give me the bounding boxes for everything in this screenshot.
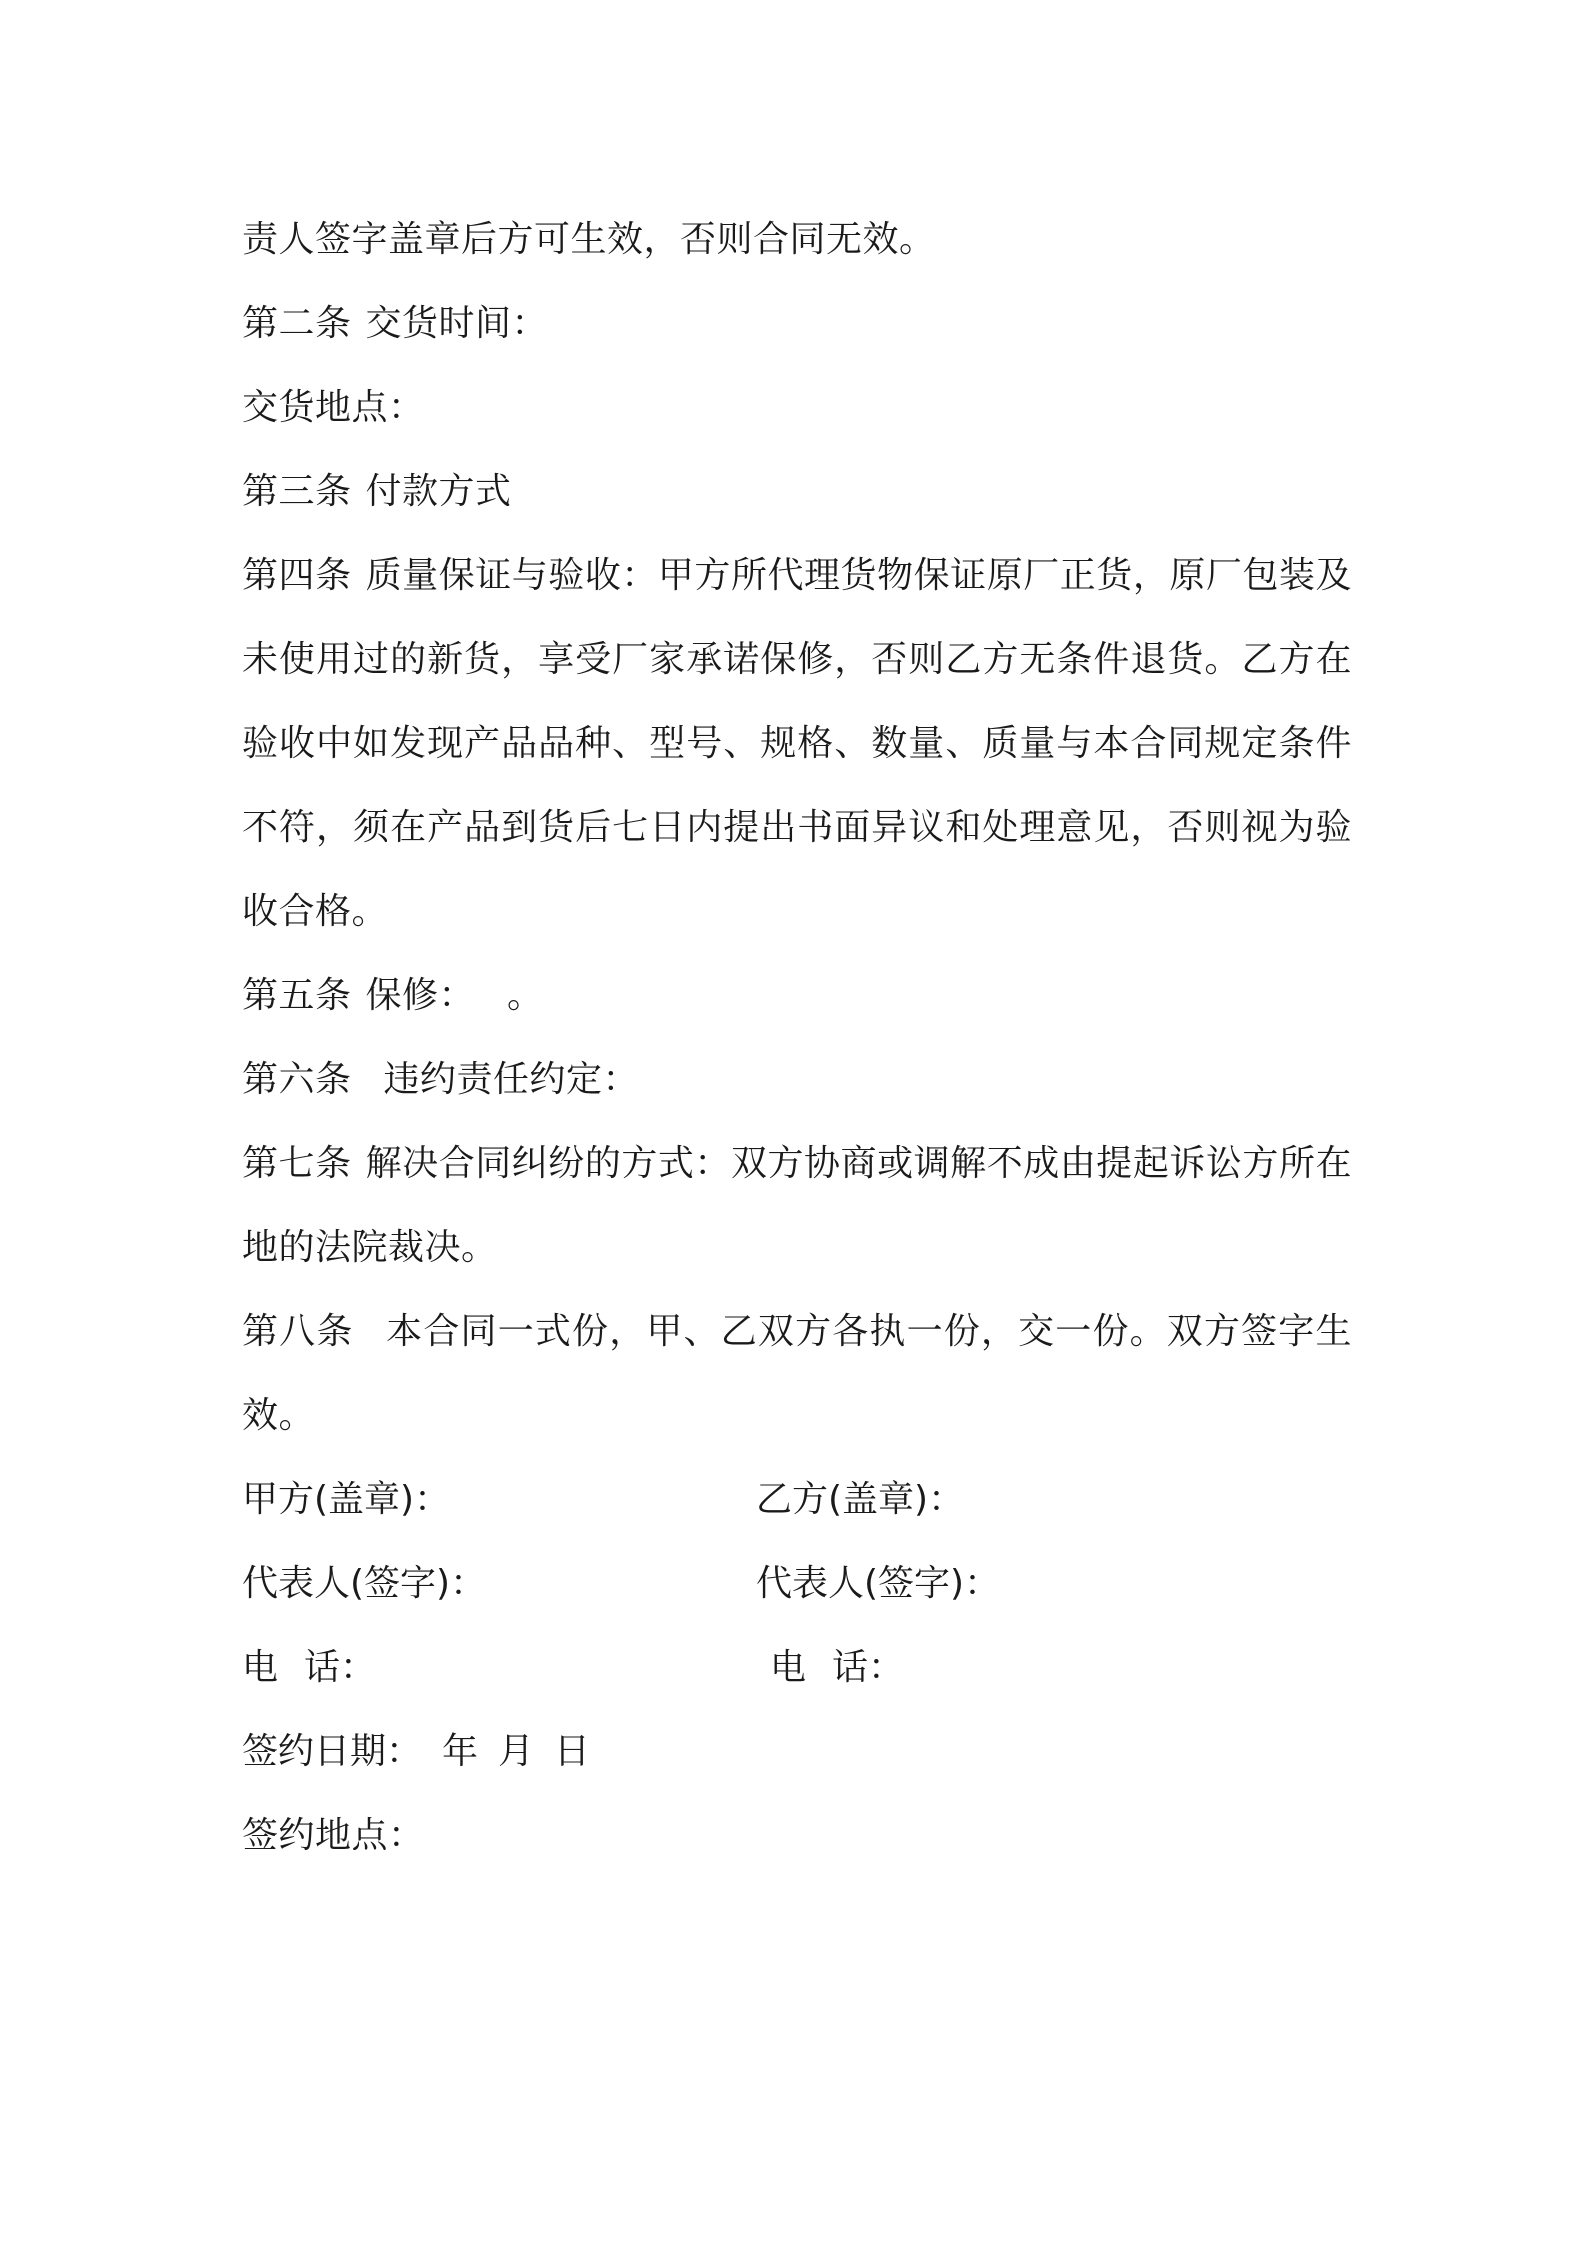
party-b-representative: 代表人(签字)： [756, 1563, 1001, 1604]
article-3-text: 付款方式 [365, 471, 512, 512]
sign-date [242, 1710, 590, 1794]
article-6-text: 违约责任约定： [383, 1059, 640, 1100]
article-5-tail: 。 [507, 975, 544, 1016]
party-a-phone [242, 1626, 376, 1710]
contract-body [242, 198, 1352, 1878]
sign-date-row [242, 1710, 1352, 1794]
article-3-heading: 第三条 [242, 471, 352, 512]
party-b-phone [770, 1626, 904, 1710]
article-8-heading: 第八条 [242, 1311, 354, 1352]
article-5-heading: 第五条 [242, 975, 352, 1016]
sign-date-label: 签约日期： [242, 1731, 423, 1772]
party-a-seal: 甲方(盖章)： [242, 1479, 451, 1520]
article-8 [242, 1290, 1352, 1458]
article-7-heading: 第七条 [242, 1143, 352, 1184]
party-a-representative: 代表人(签字)： [242, 1563, 487, 1604]
article-7 [242, 1122, 1352, 1290]
article-2-text: 交货时间： [365, 303, 549, 344]
party-a-phone-char-2: 话： [304, 1647, 377, 1688]
article-6 [242, 1038, 1352, 1122]
article-7-text: 解决合同纠纷的方式：双方协商或调解不成由提起诉讼方所在地的法院裁决。 [242, 1143, 1352, 1268]
article-3 [242, 450, 1352, 534]
sign-date-month: 月 [498, 1731, 535, 1772]
delivery-place: 交货地点： [242, 387, 425, 428]
party-b-seal: 乙方(盖章)： [756, 1479, 965, 1520]
article-4-heading: 第四条 [242, 555, 352, 596]
article-4 [242, 534, 1352, 954]
sign-place: 签约地点： [242, 1815, 425, 1856]
party-b-phone-char-1: 电 [770, 1647, 807, 1688]
article-5-text: 保修： [365, 975, 476, 1016]
seal-row [242, 1458, 1352, 1542]
representative-row [242, 1542, 1352, 1626]
sign-date-year: 年 [442, 1731, 479, 1772]
party-a-phone-char-1: 电 [242, 1647, 279, 1688]
article-5 [242, 954, 1352, 1038]
sign-date-day: 日 [554, 1731, 591, 1772]
article-4-text: 质量保证与验收：甲方所代理货物保证原厂正货，原厂包装及未使用过的新货，享受厂家承诺保修，否则乙方无条件退货。乙方在验收中如发现产品品种、型号、规格、数量、质量与本合同规定条件不符，须在产品到货后七日内提出书面异议和处理意见，否则视为验收合格。 [242, 555, 1352, 932]
phone-row [242, 1626, 1352, 1710]
article-6-heading: 第六条 [242, 1059, 352, 1100]
article-2-heading: 第二条 [242, 303, 352, 344]
party-b-phone-char-2: 话： [832, 1647, 905, 1688]
continuation-line: 责人签字盖章后方可生效，否则合同无效。 [242, 219, 936, 260]
article-2 [242, 282, 1352, 366]
article-8-text: 本合同一式份，甲、乙双方各执一份，交一份。双方签字生效。 [242, 1311, 1352, 1436]
